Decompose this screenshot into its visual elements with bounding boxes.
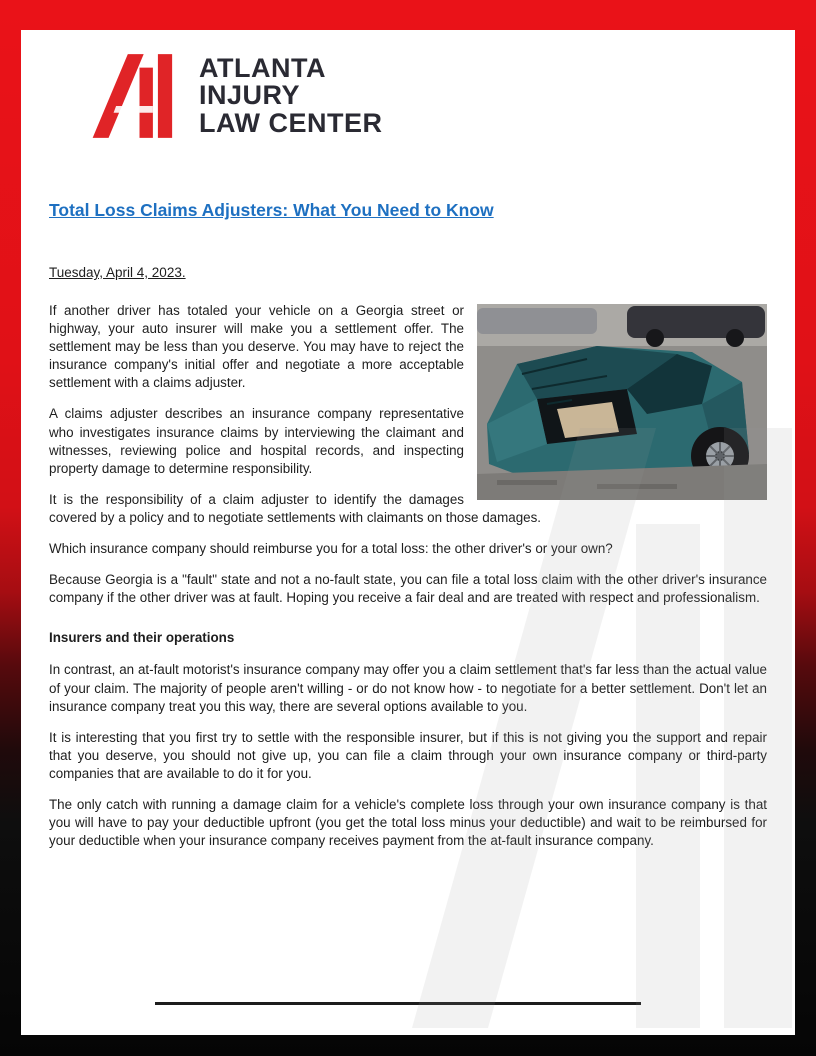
logo-line-1: ATLANTA bbox=[199, 52, 326, 83]
article-paragraph: Because Georgia is a "fault" state and not a no-fault state, you can file a total loss claim with the other driver's insurance company if the other driver was at fault. Hoping you receive a fair deal and are treated with respect and professionalism. bbox=[49, 572, 767, 606]
article-date: Tuesday, April 4, 2023. bbox=[49, 265, 186, 280]
article-title-link[interactable]: Total Loss Claims Adjusters: What You Need to Know bbox=[49, 200, 494, 220]
logo-wordmark bbox=[199, 52, 383, 138]
document-page bbox=[21, 30, 795, 1035]
section-heading: Insurers and their operations bbox=[49, 630, 235, 646]
article-paragraph: Which insurance company should reimburse you for a total loss: the other driver's or your own? bbox=[49, 541, 613, 557]
article-paragraph: If another driver has totaled your vehicle on a Georgia street or highway, your auto insurer will make you a settlement offer. The settlement may be less than you deserve. You may have to reject the insurance company's initial offer and negotiate a more acceptable settlement with a claims adjuster. bbox=[49, 303, 464, 391]
article-body bbox=[49, 302, 767, 850]
article-paragraph: In contrast, an at-fault motorist's insurance company may offer you a claim settlement that's far less than the actual value of your claim. The majority of people aren't willing - or do not know how - to negotiate for a better settlement. Don't let an insurance company treat you this way, there are several options available to you. bbox=[49, 662, 767, 714]
article-paragraph: The only catch with running a damage claim for a vehicle's complete loss through your own insurance company is that you will have to pay your deductible upfront (you get the total loss minus your deductible) and wait to be reimbursed for your deductible when your insurance company receives payment from the at-fault insurance company. bbox=[49, 796, 767, 849]
footer-rule bbox=[155, 1002, 641, 1005]
article-paragraph: It is the responsibility of a claim adjuster to identify the damages covered by a policy and to negotiate settlements with claimants on those damages. bbox=[49, 491, 542, 525]
logo bbox=[91, 44, 767, 148]
logo-line-3: LAW CENTER bbox=[199, 107, 383, 138]
atlanta-injury-law-center-logo-icon bbox=[91, 48, 183, 144]
article-paragraph: A claims adjuster describes an insurance company representative who investigates insurance claims by interviewing the claimant and witnesses, reviewing police and hospital records, and inspecting property damage to determine responsibility. bbox=[49, 406, 464, 476]
logo-line-2: INJURY bbox=[199, 80, 301, 111]
wrecked-car-photo bbox=[477, 304, 767, 500]
article-paragraph: It is interesting that you first try to settle with the responsible insurer, but if this is not giving you the support and repair that you deserve, you should not give up, you can file a claim through your own insurance company or third-party companies that are available to do it for you. bbox=[49, 729, 767, 781]
